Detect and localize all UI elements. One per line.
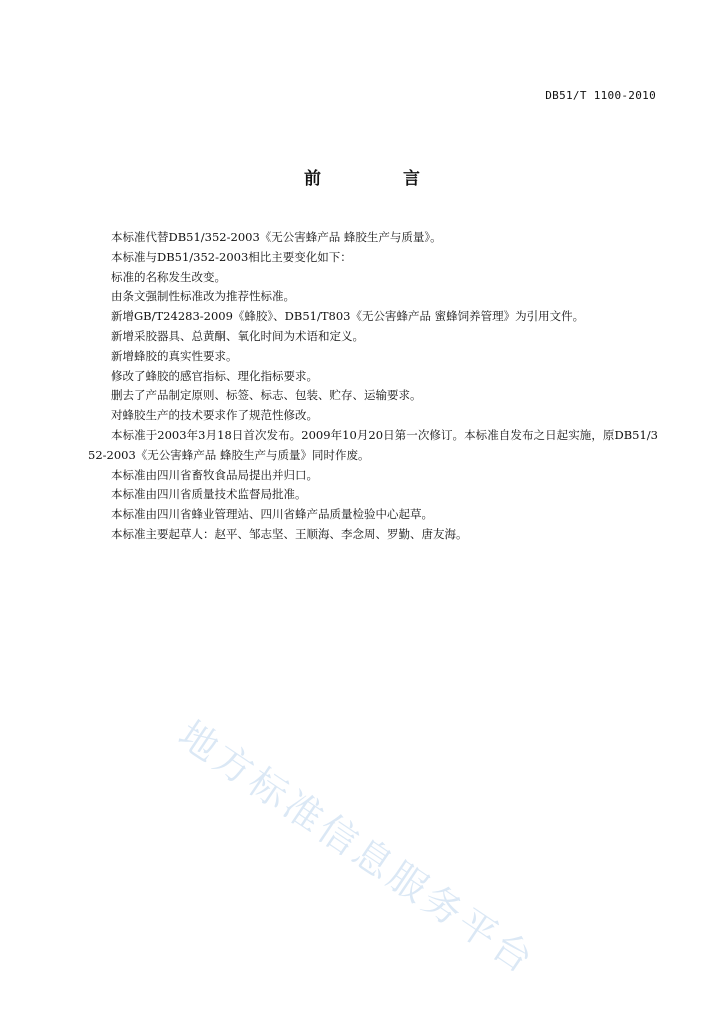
paragraph: 由条文强制性标准改为推荐性标准。 — [111, 289, 295, 304]
paragraph: 新增采胶器具、总黄酮、氧化时间为术语和定义。 — [111, 328, 364, 343]
paragraph: 本标准代替DB51/352-2003《无公害蜂产品 蜂胶生产与质量》。 — [111, 230, 442, 244]
watermark: 地方标准信息服务平台 — [170, 712, 544, 984]
document-code: DB51/T 1100-2010 — [545, 89, 656, 102]
paragraph: 本标准与DB51/352-2003相比主要变化如下： — [111, 249, 352, 264]
paragraph: 修改了蜂胶的感官指标、理化指标要求。 — [111, 368, 318, 383]
paragraph: 新增蜂胶的真实性要求。 — [111, 348, 238, 363]
paragraph: 删去了产品制定原则、标签、标志、包装、贮存、运输要求。 — [111, 388, 422, 403]
page-title: 前 言 — [304, 169, 458, 189]
paragraph: 标准的名称发生改变。 — [111, 269, 226, 284]
paragraph: 本标准由四川省质量技术监督局批准。 — [111, 487, 307, 502]
paragraph: 本标准由四川省蜂业管理站、四川省蜂产品质量检验中心起草。 — [111, 507, 433, 522]
paragraph: 本标准主要起草人：赵平、邹志坚、王顺海、李念周、罗勤、唐友海。 — [111, 526, 468, 541]
paragraph: 本标准于2003年3月18日首次发布。2009年10月20日第一次修订。本标准自发布之日起实施，原DB51/352-2003《无公害蜂产品 蜂胶生产与质量》同时作废。 — [88, 427, 658, 462]
document-body — [88, 228, 658, 545]
paragraph: 新增GB/T24283-2009《蜂胶》、DB51/T803《无公害蜂产品 蜜蜂饲养管理》为引用文件。 — [111, 309, 585, 324]
paragraph: 对蜂胶生产的技术要求作了规范性修改。 — [111, 408, 318, 423]
paragraph: 本标准由四川省畜牧食品局提出并归口。 — [111, 467, 318, 482]
